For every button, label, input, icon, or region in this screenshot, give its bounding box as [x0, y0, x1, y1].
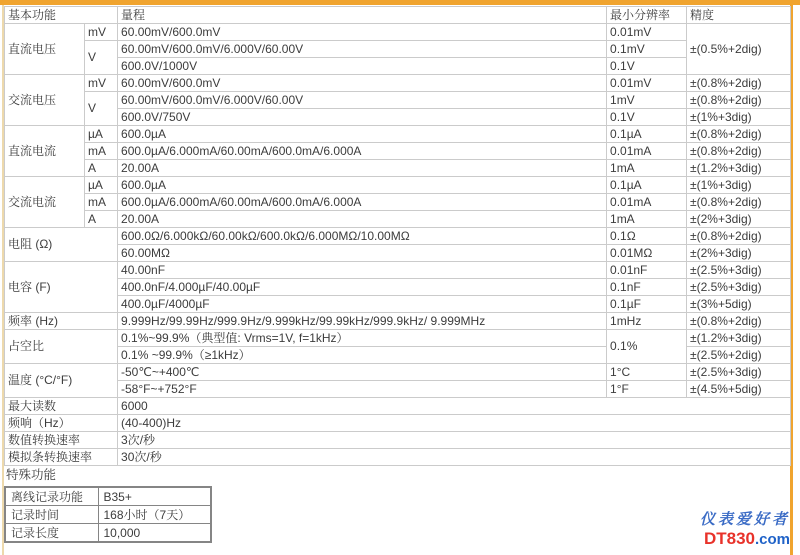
unit-cell: mA [85, 194, 118, 211]
range-cell: 600.0V/750V [118, 109, 607, 126]
range-cell: -58°F~+752°F [118, 381, 607, 398]
accuracy-cell: ±(0.8%+2dig) [687, 92, 791, 109]
unit-cell: µA [85, 177, 118, 194]
accuracy-cell: ±(2.5%+3dig) [687, 364, 791, 381]
watermark-chinese-text: 仪表爱好者 [699, 510, 790, 529]
col-header-range: 量程 [118, 7, 607, 24]
range-cell: 30次/秒 [118, 449, 791, 466]
function-cell: 电容 (F) [5, 262, 118, 313]
resolution-cell: 0.01mA [607, 143, 687, 160]
range-cell: 60.00MΩ [118, 245, 607, 262]
col-header-accuracy: 精度 [687, 7, 791, 24]
resolution-cell: 0.1µF [607, 296, 687, 313]
resolution-cell: 0.1mV [607, 41, 687, 58]
resolution-cell: 0.01nF [607, 262, 687, 279]
resolution-cell: 0.1nF [607, 279, 687, 296]
function-cell: 交流电压 [5, 75, 85, 126]
accuracy-cell: ±(3%+5dig) [687, 296, 791, 313]
resolution-cell: 0.1µA [607, 126, 687, 143]
function-cell: 模拟条转换速率 [5, 449, 118, 466]
function-cell: 温度 (°C/°F) [5, 364, 118, 398]
resolution-cell: 1mV [607, 92, 687, 109]
function-cell: 频率 (Hz) [5, 313, 118, 330]
watermark-brand-text: DT830 [703, 528, 755, 548]
range-cell: 400.0µF/4000µF [118, 296, 607, 313]
range-cell: 0.1% ~99.9%（≥1kHz） [118, 347, 607, 364]
resolution-cell: 0.1V [607, 58, 687, 75]
function-cell: 频响（Hz） [5, 415, 118, 432]
range-cell: (40-400)Hz [118, 415, 791, 432]
range-cell: 60.00mV/600.0mV/6.000V/60.00V [118, 92, 607, 109]
accuracy-cell: ±(0.8%+2dig) [687, 75, 791, 92]
accuracy-cell: ±(2%+3dig) [687, 245, 791, 262]
accuracy-cell: ±(1.2%+3dig) [687, 160, 791, 177]
accuracy-cell: ±(0.8%+2dig) [687, 313, 791, 330]
range-cell: 60.00mV/600.0mV [118, 75, 607, 92]
unit-cell: mV [85, 24, 118, 41]
col-header-function: 基本功能 [5, 7, 118, 24]
resolution-cell: 0.1µA [607, 177, 687, 194]
range-cell: 600.0µA [118, 177, 607, 194]
range-cell: 6000 [118, 398, 791, 415]
watermark-domain [703, 528, 790, 548]
watermark [700, 511, 790, 549]
top-accent-bar [0, 0, 800, 5]
unit-cell: A [85, 211, 118, 228]
range-cell: 60.00mV/600.0mV [118, 24, 607, 41]
range-cell: 600.0µA/6.000mA/60.00mA/600.0mA/6.000A [118, 143, 607, 160]
function-cell: 占空比 [5, 330, 118, 364]
function-cell: 直流电流 [5, 126, 85, 177]
resolution-cell: 0.1% [607, 330, 687, 364]
function-cell: 数值转换速率 [5, 432, 118, 449]
accuracy-cell: ±(2.5%+2dig) [687, 347, 791, 364]
col-header-resolution: 最小分辨率 [607, 7, 687, 24]
accuracy-cell: ±(0.8%+2dig) [687, 194, 791, 211]
function-cell: 电阻 (Ω) [5, 228, 118, 262]
resolution-cell: 0.1Ω [607, 228, 687, 245]
special-value-cell: 10,000 [98, 524, 211, 543]
accuracy-cell: ±(1%+3dig) [687, 109, 791, 126]
accuracy-cell: ±(0.8%+2dig) [687, 126, 791, 143]
resolution-cell: 1°C [607, 364, 687, 381]
special-value-cell: B35+ [98, 487, 211, 506]
accuracy-cell: ±(0.8%+2dig) [687, 228, 791, 245]
function-cell: 最大读数 [5, 398, 118, 415]
watermark-suffix-text: .com [754, 530, 790, 548]
special-label-cell: 记录时间 [5, 506, 98, 524]
unit-cell: mV [85, 75, 118, 92]
range-cell: 600.0µA/6.000mA/60.00mA/600.0mA/6.000A [118, 194, 607, 211]
range-cell: 3次/秒 [118, 432, 791, 449]
range-cell: -50℃~+400℃ [118, 364, 607, 381]
unit-cell: mA [85, 143, 118, 160]
resolution-cell: 0.01MΩ [607, 245, 687, 262]
range-cell: 400.0nF/4.000µF/40.00µF [118, 279, 607, 296]
range-cell: 20.00A [118, 160, 607, 177]
special-functions-title: 特殊功能 [6, 468, 57, 482]
resolution-cell: 1°F [607, 381, 687, 398]
resolution-cell: 1mHz [607, 313, 687, 330]
range-cell: 20.00A [118, 211, 607, 228]
accuracy-cell: ±(2.5%+3dig) [687, 262, 791, 279]
accuracy-cell: ±(0.8%+2dig) [687, 143, 791, 160]
special-label-cell: 离线记录功能 [5, 487, 98, 506]
range-cell: 600.0Ω/6.000kΩ/60.00kΩ/600.0kΩ/6.000MΩ/10.00MΩ [118, 228, 607, 245]
resolution-cell: 0.01mV [607, 75, 687, 92]
resolution-cell: 0.01mV [607, 24, 687, 41]
accuracy-cell: ±(0.5%+2dig) [687, 24, 791, 75]
unit-cell: V [85, 92, 118, 126]
spec-table [4, 6, 791, 466]
range-cell: 60.00mV/600.0mV/6.000V/60.00V [118, 41, 607, 58]
unit-cell: µA [85, 126, 118, 143]
resolution-cell: 0.1V [607, 109, 687, 126]
range-cell: 9.999Hz/99.99Hz/999.9Hz/9.999kHz/99.99kHz/999.9kHz/ 9.999MHz [118, 313, 607, 330]
accuracy-cell: ±(2%+3dig) [687, 211, 791, 228]
accuracy-cell: ±(1%+3dig) [687, 177, 791, 194]
special-functions-table [4, 486, 212, 543]
resolution-cell: 1mA [607, 160, 687, 177]
special-label-cell: 记录长度 [5, 524, 98, 543]
resolution-cell: 1mA [607, 211, 687, 228]
resolution-cell: 0.01mA [607, 194, 687, 211]
function-cell: 直流电压 [5, 24, 85, 75]
range-cell: 600.0V/1000V [118, 58, 607, 75]
special-value-cell: 168小时（7天） [98, 506, 211, 524]
accuracy-cell: ±(1.2%+3dig) [687, 330, 791, 347]
function-cell: 交流电流 [5, 177, 85, 228]
range-cell: 40.00nF [118, 262, 607, 279]
unit-cell: A [85, 160, 118, 177]
accuracy-cell: ±(2.5%+3dig) [687, 279, 791, 296]
range-cell: 600.0µA [118, 126, 607, 143]
accuracy-cell: ±(4.5%+5dig) [687, 381, 791, 398]
unit-cell: V [85, 41, 118, 75]
range-cell: 0.1%~99.9%（典型值: Vrms=1V, f=1kHz） [118, 330, 607, 347]
